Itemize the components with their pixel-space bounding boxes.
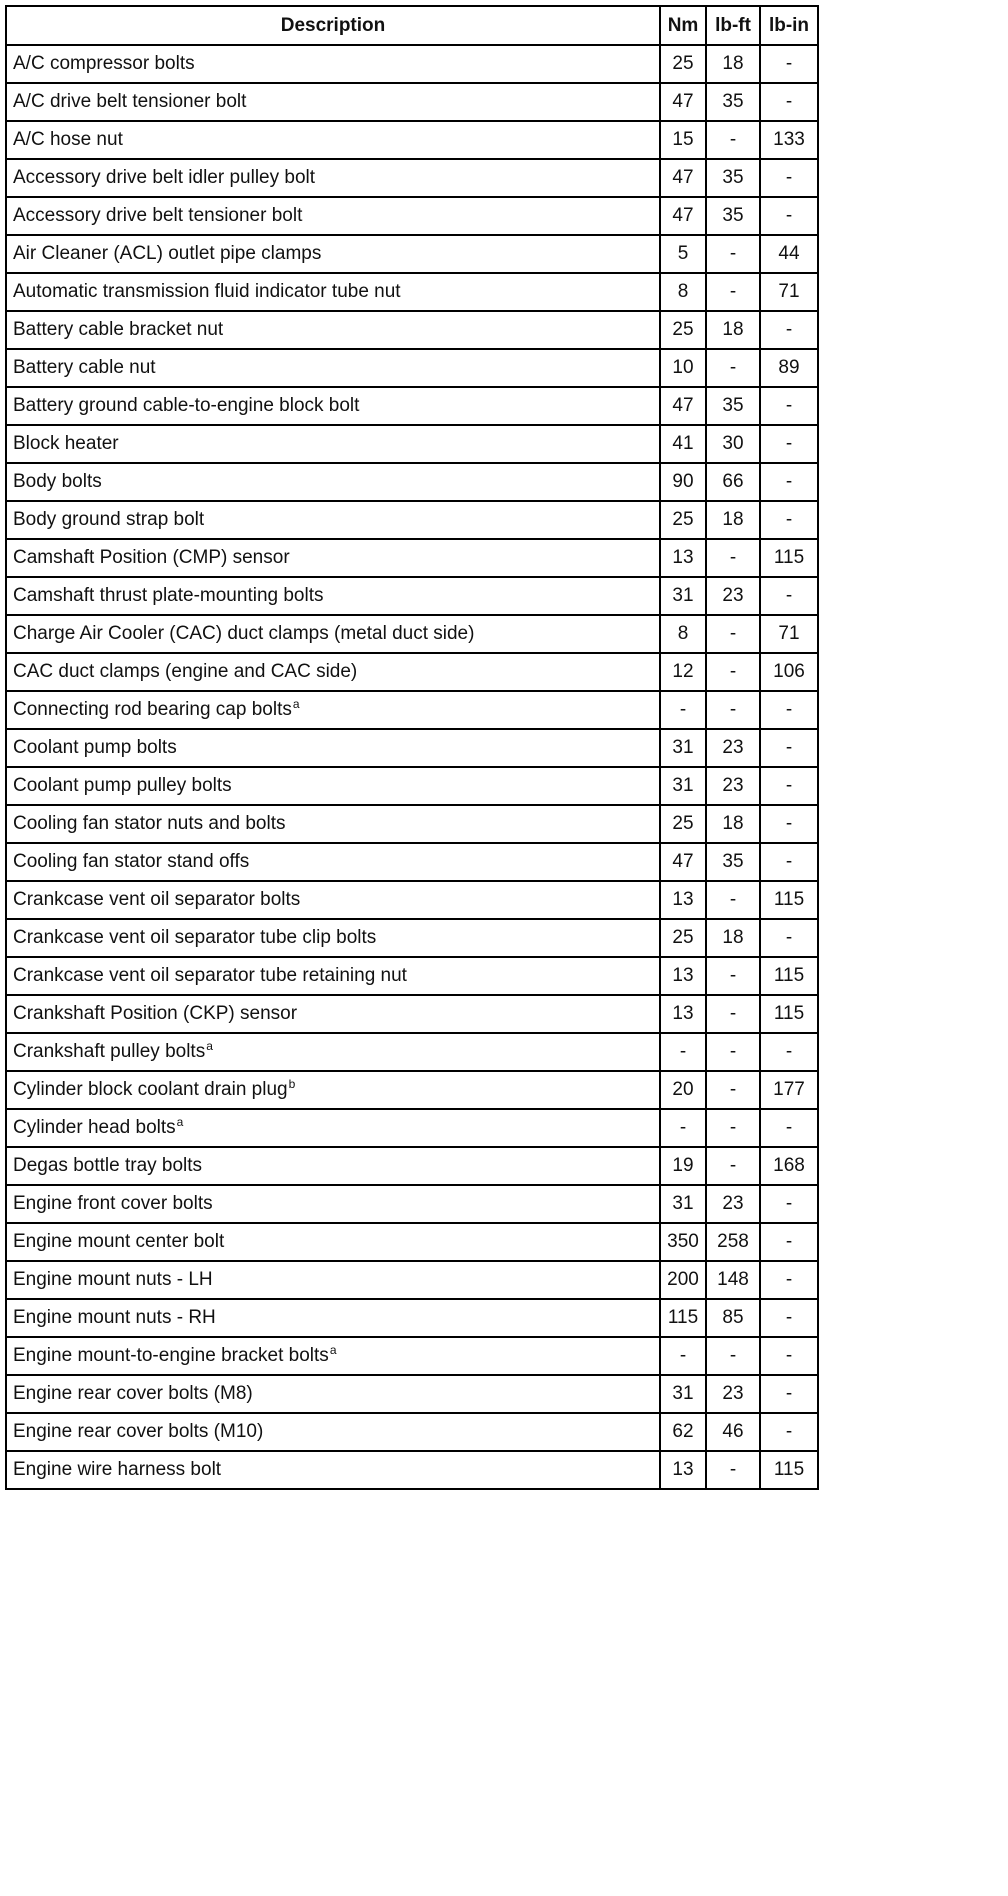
table-row <box>6 1185 818 1223</box>
cell-nm: 13 <box>660 1451 706 1489</box>
cell-description <box>6 1299 660 1337</box>
cell-nm: 47 <box>660 387 706 425</box>
description-text: Cylinder head bolts <box>13 1117 176 1138</box>
description-text: Coolant pump bolts <box>13 737 177 758</box>
cell-description <box>6 1109 660 1147</box>
cell-lb-ft: 23 <box>706 1185 760 1223</box>
cell-nm: 25 <box>660 501 706 539</box>
cell-nm: 12 <box>660 653 706 691</box>
table-row <box>6 501 818 539</box>
cell-description <box>6 121 660 159</box>
cell-description <box>6 387 660 425</box>
description-text: Body bolts <box>13 471 102 492</box>
cell-description <box>6 653 660 691</box>
description-text: Crankshaft pulley bolts <box>13 1041 206 1062</box>
table-row <box>6 235 818 273</box>
cell-lb-in: - <box>760 805 818 843</box>
cell-nm: 90 <box>660 463 706 501</box>
cell-nm: 62 <box>660 1413 706 1451</box>
table-row <box>6 1337 818 1375</box>
description-text: Body ground strap bolt <box>13 509 205 530</box>
cell-lb-ft: - <box>706 539 760 577</box>
cell-nm: 31 <box>660 729 706 767</box>
cell-nm: 25 <box>660 311 706 349</box>
cell-description <box>6 1147 660 1185</box>
description-text: Crankcase vent oil separator bolts <box>13 889 301 910</box>
cell-description <box>6 425 660 463</box>
cell-lb-in: 115 <box>760 995 818 1033</box>
cell-nm: 8 <box>660 615 706 653</box>
cell-lb-ft: 35 <box>706 159 760 197</box>
cell-lb-ft: 18 <box>706 805 760 843</box>
description-text: Block heater <box>13 433 119 454</box>
cell-description <box>6 691 660 729</box>
cell-lb-in: 168 <box>760 1147 818 1185</box>
table-row <box>6 1261 818 1299</box>
table-row <box>6 1147 818 1185</box>
description-text: A/C drive belt tensioner bolt <box>13 91 247 112</box>
cell-lb-in: - <box>760 45 818 83</box>
cell-lb-in: - <box>760 843 818 881</box>
cell-lb-ft: 35 <box>706 83 760 121</box>
cell-description <box>6 577 660 615</box>
cell-lb-in: - <box>760 425 818 463</box>
description-text: Engine rear cover bolts (M8) <box>13 1383 253 1404</box>
cell-lb-ft: - <box>706 1071 760 1109</box>
description-text: Crankcase vent oil separator tube clip bolts <box>13 927 377 948</box>
cell-lb-in: - <box>760 919 818 957</box>
description-text: Engine front cover bolts <box>13 1193 213 1214</box>
cell-lb-in: 44 <box>760 235 818 273</box>
cell-lb-ft: 18 <box>706 501 760 539</box>
description-text: Battery cable bracket nut <box>13 319 224 340</box>
table-row <box>6 1413 818 1451</box>
table-row <box>6 577 818 615</box>
cell-lb-in: - <box>760 1185 818 1223</box>
cell-nm: 47 <box>660 197 706 235</box>
cell-description <box>6 349 660 387</box>
cell-lb-ft: 35 <box>706 843 760 881</box>
cell-description <box>6 615 660 653</box>
description-text: Accessory drive belt tensioner bolt <box>13 205 303 226</box>
cell-lb-in: 71 <box>760 615 818 653</box>
description-text: Connecting rod bearing cap bolts <box>13 699 292 720</box>
cell-description <box>6 1413 660 1451</box>
cell-description <box>6 843 660 881</box>
cell-description <box>6 235 660 273</box>
table-row <box>6 1109 818 1147</box>
cell-lb-in: 115 <box>760 539 818 577</box>
description-text: Camshaft Position (CMP) sensor <box>13 547 290 568</box>
cell-description <box>6 767 660 805</box>
table-row <box>6 273 818 311</box>
table-row <box>6 995 818 1033</box>
torque-spec-table <box>5 5 819 1490</box>
table-row <box>6 1451 818 1489</box>
cell-lb-ft: 35 <box>706 197 760 235</box>
cell-lb-in: 133 <box>760 121 818 159</box>
cell-description <box>6 1261 660 1299</box>
table-row <box>6 1223 818 1261</box>
cell-lb-in: 71 <box>760 273 818 311</box>
description-text: Engine mount center bolt <box>13 1231 225 1252</box>
description-text: Engine mount nuts - LH <box>13 1269 213 1290</box>
cell-nm: 115 <box>660 1299 706 1337</box>
cell-description <box>6 83 660 121</box>
description-text: Engine wire harness bolt <box>13 1459 222 1480</box>
table-row <box>6 881 818 919</box>
table-row <box>6 843 818 881</box>
cell-lb-in: - <box>760 767 818 805</box>
cell-description <box>6 197 660 235</box>
cell-nm: 350 <box>660 1223 706 1261</box>
cell-lb-in: - <box>760 463 818 501</box>
table-row <box>6 45 818 83</box>
cell-lb-ft: - <box>706 957 760 995</box>
footnote-marker: a <box>329 1342 337 1357</box>
description-text: Coolant pump pulley bolts <box>13 775 232 796</box>
description-text: Crankshaft Position (CKP) sensor <box>13 1003 298 1024</box>
table-row <box>6 425 818 463</box>
description-text: Cooling fan stator nuts and bolts <box>13 813 286 834</box>
cell-lb-ft: 46 <box>706 1413 760 1451</box>
table-row <box>6 121 818 159</box>
cell-lb-in: - <box>760 1223 818 1261</box>
table-row <box>6 691 818 729</box>
cell-lb-in: 115 <box>760 881 818 919</box>
table-header-row <box>6 6 818 45</box>
cell-description <box>6 1451 660 1489</box>
table-row <box>6 539 818 577</box>
cell-description <box>6 311 660 349</box>
cell-nm: 41 <box>660 425 706 463</box>
header-description: Description <box>6 6 660 45</box>
cell-nm: 25 <box>660 45 706 83</box>
description-text: Cylinder block coolant drain plug <box>13 1079 288 1100</box>
cell-lb-ft: 85 <box>706 1299 760 1337</box>
cell-lb-ft: 23 <box>706 1375 760 1413</box>
cell-lb-in: - <box>760 501 818 539</box>
cell-lb-in: 177 <box>760 1071 818 1109</box>
cell-lb-in: 115 <box>760 1451 818 1489</box>
cell-lb-ft: - <box>706 1337 760 1375</box>
cell-description <box>6 1033 660 1071</box>
cell-description <box>6 805 660 843</box>
cell-description <box>6 919 660 957</box>
table-row <box>6 653 818 691</box>
cell-lb-in: - <box>760 1337 818 1375</box>
description-text: CAC duct clamps (engine and CAC side) <box>13 661 358 682</box>
table-row <box>6 957 818 995</box>
cell-lb-in: - <box>760 1109 818 1147</box>
cell-lb-ft: - <box>706 995 760 1033</box>
footnote-marker: a <box>206 1038 213 1053</box>
table-row <box>6 615 818 653</box>
cell-lb-in: - <box>760 83 818 121</box>
cell-nm: 31 <box>660 1185 706 1223</box>
description-text: Air Cleaner (ACL) outlet pipe clamps <box>13 243 322 264</box>
cell-description <box>6 1185 660 1223</box>
header-lb-in: lb-in <box>760 6 818 45</box>
header-nm: Nm <box>660 6 706 45</box>
cell-lb-in: 115 <box>760 957 818 995</box>
cell-description <box>6 729 660 767</box>
cell-lb-in: - <box>760 387 818 425</box>
description-text: A/C compressor bolts <box>13 53 195 74</box>
cell-description <box>6 463 660 501</box>
cell-nm: - <box>660 1337 706 1375</box>
cell-nm: 25 <box>660 805 706 843</box>
cell-lb-in: - <box>760 1261 818 1299</box>
table-row <box>6 387 818 425</box>
cell-description <box>6 501 660 539</box>
cell-nm: 47 <box>660 843 706 881</box>
description-text: Battery ground cable-to-engine block bolt <box>13 395 360 416</box>
description-text: Engine mount nuts - RH <box>13 1307 216 1328</box>
cell-description <box>6 45 660 83</box>
table-row <box>6 349 818 387</box>
cell-description <box>6 881 660 919</box>
description-text: Accessory drive belt idler pulley bolt <box>13 167 316 188</box>
cell-description <box>6 273 660 311</box>
cell-nm: 31 <box>660 1375 706 1413</box>
cell-lb-ft: - <box>706 691 760 729</box>
cell-lb-ft: - <box>706 235 760 273</box>
table-row <box>6 1071 818 1109</box>
cell-nm: 31 <box>660 577 706 615</box>
table-row <box>6 805 818 843</box>
description-text: Crankcase vent oil separator tube retaining nut <box>13 965 407 986</box>
description-text: Degas bottle tray bolts <box>13 1155 203 1176</box>
cell-description <box>6 957 660 995</box>
description-text: A/C hose nut <box>13 129 123 150</box>
cell-lb-ft: 258 <box>706 1223 760 1261</box>
cell-lb-ft: - <box>706 273 760 311</box>
cell-nm: 31 <box>660 767 706 805</box>
table-row <box>6 83 818 121</box>
cell-description <box>6 1071 660 1109</box>
cell-nm: 5 <box>660 235 706 273</box>
cell-nm: 13 <box>660 539 706 577</box>
cell-lb-in: - <box>760 197 818 235</box>
cell-lb-in: - <box>760 1413 818 1451</box>
cell-lb-in: - <box>760 1375 818 1413</box>
cell-lb-ft: 18 <box>706 919 760 957</box>
cell-lb-ft: 18 <box>706 45 760 83</box>
cell-nm: 13 <box>660 957 706 995</box>
cell-lb-in: - <box>760 1033 818 1071</box>
cell-lb-in: - <box>760 577 818 615</box>
cell-lb-ft: 66 <box>706 463 760 501</box>
cell-description <box>6 1337 660 1375</box>
cell-lb-ft: - <box>706 121 760 159</box>
footnote-marker: a <box>176 1114 184 1129</box>
table-row <box>6 729 818 767</box>
table-row <box>6 159 818 197</box>
cell-lb-in: 106 <box>760 653 818 691</box>
cell-description <box>6 539 660 577</box>
torque-spec-page <box>5 5 817 1490</box>
description-text: Battery cable nut <box>13 357 156 378</box>
cell-lb-ft: - <box>706 1451 760 1489</box>
description-text: Engine mount-to-engine bracket bolts <box>13 1345 329 1366</box>
cell-lb-ft: 148 <box>706 1261 760 1299</box>
cell-description <box>6 995 660 1033</box>
description-text: Automatic transmission fluid indicator tube nut <box>13 281 401 302</box>
cell-lb-in: - <box>760 159 818 197</box>
cell-nm: 15 <box>660 121 706 159</box>
table-body <box>6 45 818 1489</box>
cell-description <box>6 159 660 197</box>
cell-lb-ft: - <box>706 1109 760 1147</box>
cell-nm: 47 <box>660 159 706 197</box>
description-text: Engine rear cover bolts (M10) <box>13 1421 264 1442</box>
cell-nm: 25 <box>660 919 706 957</box>
cell-lb-ft: 23 <box>706 729 760 767</box>
table-row <box>6 1375 818 1413</box>
cell-nm: 13 <box>660 881 706 919</box>
cell-lb-ft: 23 <box>706 767 760 805</box>
cell-nm: - <box>660 1109 706 1147</box>
cell-lb-ft: 35 <box>706 387 760 425</box>
table-row <box>6 919 818 957</box>
cell-nm: 200 <box>660 1261 706 1299</box>
table-row <box>6 1299 818 1337</box>
cell-lb-ft: - <box>706 615 760 653</box>
cell-description <box>6 1223 660 1261</box>
cell-nm: 13 <box>660 995 706 1033</box>
cell-nm: 10 <box>660 349 706 387</box>
table-row <box>6 767 818 805</box>
cell-lb-in: - <box>760 691 818 729</box>
cell-lb-ft: - <box>706 653 760 691</box>
description-text: Camshaft thrust plate-mounting bolts <box>13 585 324 606</box>
cell-lb-in: - <box>760 1299 818 1337</box>
cell-nm: 47 <box>660 83 706 121</box>
description-text: Cooling fan stator stand offs <box>13 851 250 872</box>
cell-lb-ft: - <box>706 881 760 919</box>
footnote-marker: b <box>288 1076 296 1091</box>
cell-lb-in: - <box>760 729 818 767</box>
cell-lb-ft: - <box>706 349 760 387</box>
table-row <box>6 463 818 501</box>
cell-nm: - <box>660 691 706 729</box>
cell-nm: 8 <box>660 273 706 311</box>
cell-lb-ft: - <box>706 1147 760 1185</box>
cell-lb-ft: - <box>706 1033 760 1071</box>
cell-lb-ft: 30 <box>706 425 760 463</box>
table-row <box>6 311 818 349</box>
cell-lb-ft: 23 <box>706 577 760 615</box>
cell-description <box>6 1375 660 1413</box>
cell-nm: - <box>660 1033 706 1071</box>
cell-nm: 19 <box>660 1147 706 1185</box>
cell-lb-in: - <box>760 311 818 349</box>
footnote-marker: a <box>292 696 300 711</box>
cell-lb-in: 89 <box>760 349 818 387</box>
cell-lb-ft: 18 <box>706 311 760 349</box>
table-row <box>6 197 818 235</box>
description-text: Charge Air Cooler (CAC) duct clamps (metal duct side) <box>13 623 475 644</box>
header-lb-ft: lb-ft <box>706 6 760 45</box>
cell-nm: 20 <box>660 1071 706 1109</box>
table-row <box>6 1033 818 1071</box>
